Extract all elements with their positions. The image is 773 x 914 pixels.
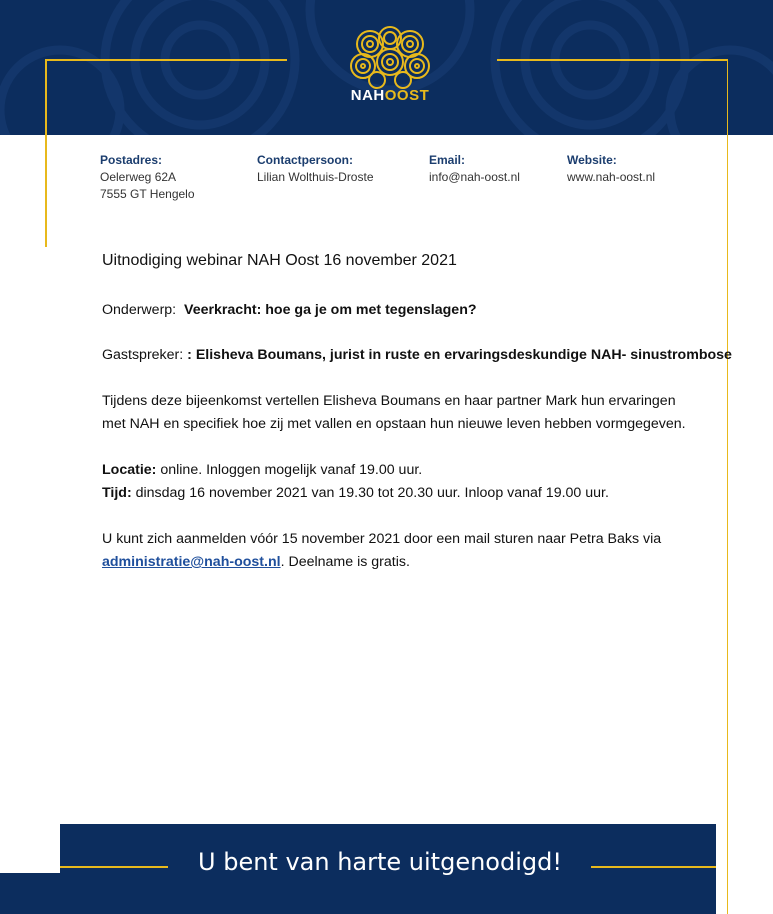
postadres-label: Postadres:	[100, 153, 163, 167]
header-banner	[0, 0, 773, 135]
email-label: Email:	[429, 153, 466, 167]
logo-wordmark	[330, 87, 450, 104]
location-value: online. Inloggen mogelijk vanaf 19.00 uur.	[156, 462, 423, 478]
intro-paragraph	[102, 390, 722, 436]
subject-line	[102, 299, 722, 322]
details-block	[102, 459, 722, 505]
signup-rest: . Deelname is gratis.	[280, 554, 410, 570]
location-line	[102, 459, 722, 482]
speaker-line	[102, 344, 742, 367]
frame-line-top-right	[497, 59, 728, 61]
subject-value: Veerkracht: hoe ga je om met tegenslagen?	[184, 302, 477, 318]
logo-text-oost: OOST	[384, 87, 430, 104]
website-value: www.nah-oost.nl	[567, 170, 656, 184]
frame-line-top-left	[45, 59, 287, 61]
footer-line-left	[60, 866, 168, 868]
contact-postadres	[100, 152, 195, 203]
intro-line1: Tijdens deze bijeenkomst vertellen Elisheva Boumans en haar partner Mark hun ervaringen	[102, 393, 676, 409]
contact-email	[429, 152, 520, 186]
subject-label: Onderwerp:	[102, 302, 177, 318]
speaker-value: : Elisheva Boumans, jurist in ruste en ervaringsdeskundige NAH- sinustrombose	[187, 347, 732, 363]
postadres-line2: 7555 GT Hengelo	[100, 187, 195, 201]
footer-invitation-text: U bent van harte uitgenodigd!	[198, 848, 562, 876]
time-line	[102, 482, 722, 505]
letter-title: Uitnodiging webinar NAH Oost 16 november 2021	[102, 252, 457, 269]
frame-line-left	[45, 59, 47, 247]
logo-text-nah: NAH	[350, 87, 385, 104]
signup-paragraph	[102, 528, 722, 574]
frame-line-right	[727, 59, 729, 914]
time-label: Tijd:	[102, 485, 132, 501]
time-value: dinsdag 16 november 2021 van 19.30 tot 20.30 uur. Inloop vanaf 19.00 uur.	[131, 485, 609, 501]
website-label: Website:	[567, 153, 617, 167]
postadres-line1: Oelerweg 62A	[100, 170, 177, 184]
signup-line2	[102, 551, 722, 574]
signup-line1: U kunt zich aanmelden vóór 15 november 2021 door een mail sturen naar Petra Baks via	[102, 531, 662, 547]
signup-email-link[interactable]: administratie@nah-oost.nl	[102, 554, 281, 570]
email-value: info@nah-oost.nl	[429, 170, 520, 184]
contact-person	[257, 152, 374, 186]
contact-website	[567, 152, 655, 186]
intro-line2: met NAH en specifiek hoe zij met vallen en opstaan hun nieuwe leven hebben vormgegeven.	[102, 416, 686, 432]
speaker-label: Gastspreker:	[102, 347, 184, 363]
contact-name: Lilian Wolthuis-Droste	[257, 170, 374, 184]
location-label: Locatie:	[102, 462, 157, 478]
contact-label: Contactpersoon:	[257, 153, 353, 167]
footer-line-right	[591, 866, 716, 868]
footer-left-block	[0, 873, 60, 914]
